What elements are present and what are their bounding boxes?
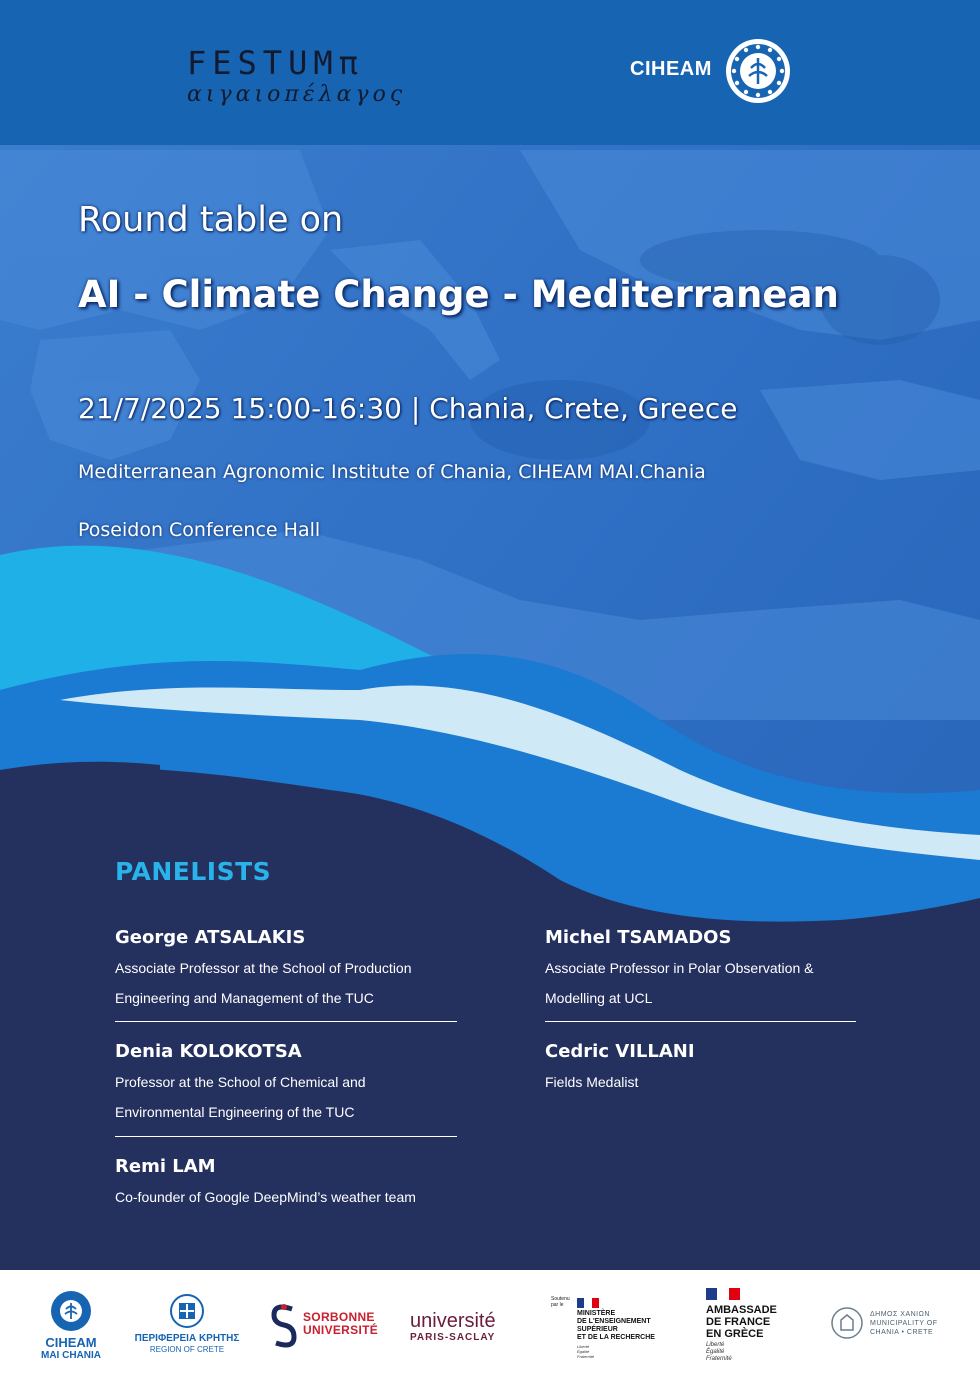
marianne-flag-icon (706, 1288, 740, 1300)
motto-line: Liberté (577, 1344, 590, 1349)
ciheam-label: CIHEAM (630, 58, 712, 80)
region-crete-greek: ΠΕΡΙΦΕΡΕΙΑ ΚΡΗΤΗΣ (134, 1333, 240, 1344)
chania-line: MUNICIPALITY OF (870, 1320, 938, 1327)
chania-text (870, 1310, 938, 1337)
saclay-line1: université (410, 1310, 496, 1332)
intro-text: Round table on (78, 200, 344, 240)
ministry-line: DE L'ENSEIGNEMENT (577, 1318, 651, 1325)
ministry-line: SUPÉRIEUR (577, 1326, 618, 1333)
panelist-role-line: Engineering and Management of the TUC (115, 990, 374, 1006)
panelists-heading: PANELISTS (115, 857, 272, 886)
region-crete-english: REGION OF CRETE (149, 1345, 225, 1354)
motto-line: Liberté (706, 1342, 725, 1348)
footer-logos (0, 1270, 980, 1395)
ambassade-text (706, 1304, 806, 1340)
panelist-item (115, 1039, 366, 1127)
panelist-role-line: Associate Professor in Polar Observation & (545, 960, 814, 976)
panelist-role-line: Associate Professor at the School of Production (115, 960, 412, 976)
saclay-line2: PARIS-SACLAY (410, 1332, 496, 1343)
panelist-name: Denia KOLOKOTSA (115, 1041, 302, 1062)
panelist-role (115, 1067, 366, 1127)
sorbonne-line2: UNIVERSITÉ (303, 1323, 379, 1337)
ciheam-mai-sub: MAI CHANIA (41, 1350, 101, 1361)
panelist-role-line: Modelling at UCL (545, 990, 653, 1006)
event-title: AI - Climate Change - Mediterranean (78, 273, 839, 316)
divider (115, 1136, 457, 1137)
panelist-role-line: Co-founder of Google DeepMind’s weather team (115, 1189, 416, 1205)
ministry-motto (577, 1344, 594, 1359)
ciheam-emblem-icon (50, 1290, 92, 1332)
divider (545, 1021, 856, 1022)
panelist-role-line: Environmental Engineering of the TUC (115, 1104, 355, 1120)
panelist-role (545, 1067, 695, 1097)
sorbonne-s-icon (270, 1303, 298, 1349)
ministry-line: ET DE LA RECHERCHE (577, 1334, 655, 1341)
panelist-item (545, 1039, 695, 1097)
festum-subtitle: αιγαιοπέλαγος (187, 82, 407, 107)
panelist-name: George ATSALAKIS (115, 927, 306, 948)
motto-line: Fraternité (706, 1356, 732, 1362)
event-institute: Mediterranean Agronomic Institute of Chania, CIHEAM MAI.Chania (78, 461, 706, 483)
ministry-text (577, 1310, 655, 1342)
panelist-role (115, 1182, 416, 1212)
region-crete-logo (132, 1294, 242, 1355)
chania-line: CHANIA • CRETE (870, 1329, 934, 1336)
marianne-flag-icon (577, 1298, 599, 1308)
panelist-role-line: Professor at the School of Chemical and (115, 1074, 366, 1090)
divider (115, 1021, 457, 1022)
ciheam-mai-name: CIHEAM (45, 1335, 97, 1350)
motto-line: Égalité (577, 1349, 590, 1354)
paris-saclay-logo (410, 1310, 530, 1344)
event-hall: Poseidon Conference Hall (78, 519, 321, 541)
panelist-role-line: Fields Medalist (545, 1074, 639, 1090)
sorbonne-line1: SORBONNE (303, 1310, 375, 1324)
event-datetime: 21/7/2025 15:00-16:30 | Chania, Crete, Greece (78, 392, 738, 425)
chania-line: ΔΗΜΟΣ ΧΑΝΙΩΝ (870, 1311, 930, 1318)
panelist-item (115, 1154, 416, 1212)
festum-logo-icon (187, 44, 406, 108)
ciheam-emblem-icon (725, 38, 791, 104)
panelist-name: Cedric VILLANI (545, 1041, 695, 1062)
panelist-role (115, 953, 412, 1013)
ambassade-motto (706, 1342, 806, 1363)
festum-title: FESTUMπ (187, 44, 364, 82)
panelist-name: Remi LAM (115, 1156, 216, 1177)
motto-line: Égalité (706, 1349, 725, 1355)
panelist-role (545, 953, 813, 1013)
ambassade-logo (706, 1285, 806, 1363)
region-crest-icon (170, 1294, 204, 1328)
panelist-item (545, 925, 813, 1013)
ambassade-line: AMBASSADE (706, 1304, 777, 1316)
municipality-seal-icon (830, 1306, 864, 1340)
ciheam-mai-logo (40, 1290, 102, 1362)
panelist-item (115, 925, 412, 1013)
ministry-line: MINISTÈRE (577, 1310, 616, 1317)
panelist-name: Michel TSAMADOS (545, 927, 732, 948)
ambassade-line: EN GRÈCE (706, 1328, 764, 1340)
ministry-prefix: Soutenu par le (551, 1296, 570, 1308)
ambassade-line: DE FRANCE (706, 1316, 771, 1328)
motto-line: Fraternité (577, 1354, 595, 1359)
intro-block (78, 195, 343, 245)
